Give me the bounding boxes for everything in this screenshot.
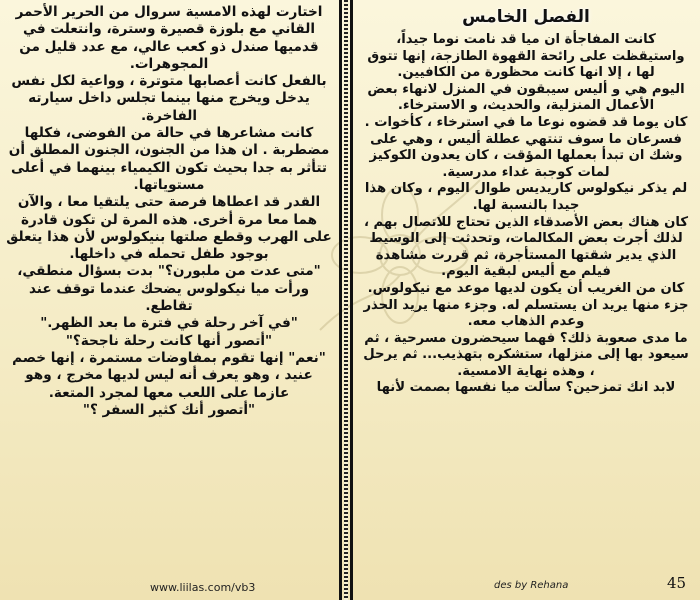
footer-url: www.liilas.com/vb3 <box>150 581 256 594</box>
paragraph: اختارت لهذه الامسية سروال من الحرير الأحمر القاني مع بلوزة قصيرة وسترة، وانتعلت في قدميها صندل ذو كعب عالي، مع عدد قليل من المجوهرات. <box>15 4 323 72</box>
paragraph: ما مدى صعوبة ذلك؟ فهما سيحضرون مسرحية ، ثم سيعود بها إلى منزلها، ستشكره بتهذيب... ثم يرحل ، وهذه نهاية الامسية. <box>363 330 689 379</box>
paragraph: لابد انك تمزحين؟ سألت ميا نفسها بصمت لأنها <box>376 380 676 396</box>
paragraph: فسرعان ما سوف تنتهي عطلة أليس ، وهي على وشك ان تبدأ بعملها المؤقت ، كان يعدون الكوكيز لمات كوجبة غداء مدرسية. <box>369 131 683 180</box>
paragraph: كانت مشاعرها في حالة من الفوضى، فكلها مضطربة . ان هذا من الجنون، الجنون المطلق أن تتأثر به جدا بحيث تكون الكيمياء بينهما في أعلى مستوياتها. <box>8 125 330 193</box>
paragraph: كان يوما قد قضوه نوعا ما في استرخاء ، كأخوات . <box>364 114 688 130</box>
paragraph: بالفعل كانت أعصابها متوترة ، وواعية لكل نفس يدخل ويخرج منها بينما تجلس داخل سيارته الفاخرة. <box>11 73 327 124</box>
paragraph: كانت المفاجأة ان ميا قد نامت نوما جيداً، واستيقظت على رائحة القهوة الطازجة، إنها تتوق لها ، إلا انها كانت محظورة من الكافيين. <box>367 32 685 81</box>
page-number: 45 <box>667 574 687 592</box>
footer-credit: des by Rehana <box>494 580 569 591</box>
right-column <box>354 2 698 598</box>
paragraph: "في آخر رحلة في فترة ما بعد الظهر." <box>40 315 298 332</box>
paragraph: القدر قد اعطاها فرصة حتى يلتقيا معا ، والآن هما معا مرة أخرى. هذه المرة لن تكون قادرة على الهرب وقطع صلتها بنيكولوس لأن هذا يتعلق بوجود طفل تحمله في داخلها. <box>6 194 332 263</box>
left-column <box>0 2 338 598</box>
paragraph: كان من الغريب أن يكون لديها موعد مع نيكولوس. جزء منها يريد ان يستسلم له. وجزء منها يريد الحذر وعدم الذهاب معه. <box>363 280 689 330</box>
paragraph: لم يذكر نيكولوس كاريديس طوال اليوم ، وكان هذا جيدا بالنسبة لها. <box>364 181 688 213</box>
paragraph: "نعم" إنها تقوم بمفاوضات مستمرة ، إنها خصم عنيد ، وهو يعرف أنه ليس لديها مخرج ، وهو عازما على اللعب معها لمجرد المتعة. <box>12 349 326 401</box>
paragraph: "متى عدت من ملبورن؟" بدت بسؤال منطقي، ورأت ميا نيكولوس يضحك عندما توقف عند تقاطع. <box>17 263 321 315</box>
paragraph: كان هناك بعض الأصدقاء الذين تحتاج للاتصال بهم ، لذلك أجرت بعض المكالمات، وتحدثت إلى الوسيط الذي يدير شقتها المستأجرة، ثم قررت مشاهدة فيلم مع أليس لبقية اليوم. <box>363 214 689 280</box>
paragraph: "أتصور أنك كثير السفر ؟" <box>82 401 256 418</box>
paragraph: اليوم هي و أليس سيبقون في المنزل لانهاء بعض الأعمال المنزلية، والحديث، و الاسترخاء. <box>367 81 685 114</box>
paragraph: "أتصور أنها كانت رحلة ناجحة؟" <box>65 332 273 349</box>
chapter-title: الفصل الخامس <box>462 7 590 27</box>
column-divider <box>339 0 353 600</box>
